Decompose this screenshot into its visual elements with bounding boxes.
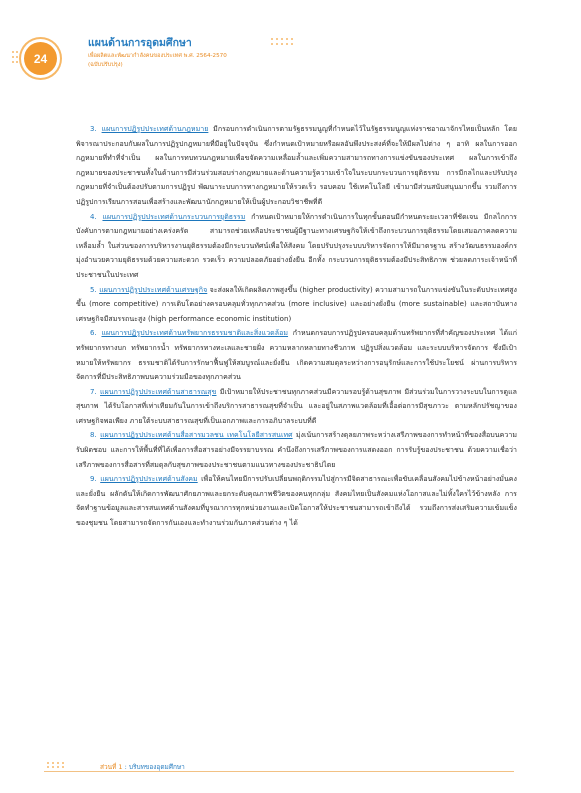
item-title: แผนการปฏิรูปประเทศด้านกฎหมาย bbox=[101, 125, 209, 133]
decorative-dots-icon bbox=[10, 48, 20, 68]
document-title: แผนด้านการอุดมศึกษา bbox=[88, 37, 192, 49]
item-number: 5. bbox=[90, 285, 97, 294]
item-number: 4. bbox=[90, 212, 97, 221]
item-body: มีเป้าหมายให้ประชาชนทุกภาคส่วนมีความรอบรู้ด้านสุขภาพ มีส่วนร่วมในการวางระบบในการดูแลสุขภาพ ได้รับโอกาสที่เท่าเทียมกันในการเข้าถึงบริการสาธารณสุขที่จำเป็น และอยู่ในสภาพแวดล้อมที่เอื้อต่อการมีสุขภาวะ ตามหลักปรัชญาของเศรษฐกิจพอเพียง ภายใต้ระบบสาธารณสุขที่เป็นเอกภาพและการอภิบาลระบบที่ดี bbox=[76, 387, 517, 425]
paragraph-economy-reform bbox=[76, 283, 517, 327]
footer-section-label bbox=[100, 762, 185, 772]
document-subtitle-note: (ฉบับปรับปรุง) bbox=[88, 62, 123, 68]
item-title: แผนการปฏิรูปประเทศด้านกระบวนการยุติธรรม bbox=[102, 212, 246, 221]
footer-section-title: : บริบทของอุดมศึกษา bbox=[122, 763, 185, 771]
paragraph-law-reform bbox=[76, 122, 517, 210]
paragraph-social-reform bbox=[76, 472, 517, 530]
decorative-dots-icon bbox=[268, 36, 308, 48]
paragraph-justice-reform bbox=[76, 210, 517, 283]
paragraph-environment-reform bbox=[76, 326, 517, 384]
page-number-badge bbox=[24, 42, 57, 75]
item-body: กำหนดเป้าหมายให้การดำเนินการในทุกขั้นตอนมีกำหนดระยะเวลาที่ชัดเจน มีกลไกการบังคับการตามกฎหมายอย่างเคร่งครัด สามารถช่วยเหลือประชาชนผู้มีฐานะทางเศรษฐกิจให้เข้าถึงกระบวนการยุติธรรมโดยเสมอภาคลดความเหลื่อมล้ำ ในส่วนของการบริหารงานยุติธรรมต้องมีกระบวนทัศน์เพื่อให้สังคม โดยปรับปรุงระบบบริหารจัดการให้มีมาตรฐาน สร้างวัฒนธรรมองค์กร มุ่งอำนวยความยุติธรรมด้วยความสะดวก รวดเร็ว ความปลอดภัยอย่างยั่งยืน อีกทั้ง กระบวนการยุติธรรมต้องมีประสิทธิภาพ ช่วยลดภาระเจ้าหน้าที่ประชาชนในประเทศ bbox=[76, 212, 517, 279]
page-number: 24 bbox=[33, 51, 48, 66]
item-body: จะส่งผลให้เกิดผลิตภาพสูงขึ้น (higher productivity) ความสามารถในการแข่งขันในระดับประเทศสูงขึ้น (more competitive) การเติบโตอย่างครอบคลุมทั่วทุกภาคส่วน (more inclusive) และอย่างยั่งยืน (more sustainable) และสถาบันทางเศรษฐกิจมีสมรรถนะสูง (high performance economic institution) bbox=[76, 285, 517, 323]
paragraph-health-reform bbox=[76, 385, 517, 429]
item-number: 6. bbox=[90, 329, 97, 338]
decorative-dots-icon bbox=[44, 760, 84, 770]
item-number: 3. bbox=[90, 125, 97, 133]
document-subtitle: เพื่อผลิตและพัฒนากำลังคนของประเทศ พ.ศ. 2564-2570 bbox=[88, 53, 227, 59]
footer-section-number: ส่วนที่ 1 bbox=[100, 763, 123, 771]
paragraph-media-reform bbox=[76, 428, 517, 472]
item-body: กำหนดกรอบการปฏิรูปครอบคลุมด้านทรัพยากรที่สำคัญของประเทศ ได้แก่ ทรัพยากรทางบก ทรัพยากรน้ำ ทรัพยากรทางทะเลและชายฝั่ง ความหลากหลายทางชีวภาพ ปฏิรูปสิ่งแวดล้อม และระบบบริหารจัดการ ซึ่งมีเป้าหมายให้ทรัพยากร ธรรมชาติได้รับการรักษาฟื้นฟูให้สมบูรณ์และยั่งยืน เกิดความสมดุลระหว่างการอนุรักษ์และการใช้ประโยชน์ ผ่านการบริหารจัดการที่มีประสิทธิภาพบนความร่วมมือของทุกภาคส่วน bbox=[76, 329, 517, 382]
item-number: 7. bbox=[90, 387, 97, 396]
item-title: แผนการปฏิรูปประเทศด้านสังคม bbox=[100, 475, 198, 484]
page-header bbox=[10, 32, 581, 82]
item-body: เพื่อให้คนไทยมีการปรับเปลี่ยนพฤติกรรมไปสู่การมีจิตสาธารณะเพื่อขับเคลื่อนสังคมไปข้างหน้าอย่างมั่นคงและยั่งยืน ผลักดันให้เกิดการพัฒนาศักยภาพและยกระดับคุณภาพชีวิตของคนทุกกลุ่ม สังคมไทยเป็นสังคมแห่งโอกาสและไม่ทิ้งใครไว้ข้างหลัง การจัดทำฐานข้อมูลและสารสนเทศด้านสังคมที่บูรณาการทุกหน่วยงานและเปิดโอกาสให้ประชาชนสามารถเข้าถึงได้ รวมถึงการส่งเสริมความเข้มแข็งของชุมชน โดยสามารถจัดการกันเองและทำงานร่วมกันภาคส่วนต่าง ๆ ได้ bbox=[76, 475, 517, 528]
item-number: 8. bbox=[90, 431, 97, 440]
item-body: มุ่งเน้นการสร้างดุลยภาพระหว่างเสรีภาพของการทำหน้าที่ของสื่อบนความรับผิดชอบ และการให้พื้นที่ที่ได้เพื่อการสื่อสารอย่างมีจรรยาบรรณ คำนึงถึงการเสรีภาพของการแสดงออก การรับรู้ของประชาชน ด้วยความเชื่อว่า เสรีภาพของการสื่อสารที่สมดุลกับสุขภาพของประชาชนตามแนวทางของประชาธิปไตย bbox=[76, 431, 517, 469]
item-title: แผนการปฏิรูปประเทศด้านสื่อสารมวลชน เทคโนโลยีสารสนเทศ bbox=[100, 431, 293, 440]
item-body: มีกรอบการดำเนินการตามรัฐธรรมนูญที่กำหนดไว้ในรัฐธรรมนูญแห่งราชอาณาจักรไทยเป็นหลัก โดยพิจารณาประกอบกับผลในการปฏิรูปกฎหมายที่มีอยู่ในปัจจุบัน ซึ่งกำหนดเป้าหมายหรือผลอันพึงประสงค์ที่จะให้มีผลไปต่าง ๆ อาทิ ผลในการออกกฎหมายที่ทำที่จำเป็น ผลในการทบทวนกฎหมายเพื่อขจัดความเหลื่อมล้ำและเพิ่มความสามารถทางการแข่งขันของประเทศ ผลในการเข้าถึงกฎหมายของประชาชนทั้งในด้านการมีส่วนร่วมสอบร่างกฎหมายและด้านความรู้ความเข้าใจในระบบกระบวนการยุติธรรม การมีกลไกและปรับปรุงกฎหมายที่จำเป็นต้องปรับตามการปฏิรูป พัฒนาระบบการทางกฎหมายให้รวดเร็ว รอบคอบ ใช้เทคโนโลยี เข้ามามีส่วนสนับสนุนมากขึ้น รวมถึงการปฏิรูปการเรียนการสอนเพื่อสร้างและพัฒนานักกฎหมายให้เป็นผู้ประกอบวิชาชีพที่ดี bbox=[76, 125, 517, 206]
page-footer bbox=[0, 748, 581, 793]
item-title: แผนการปฏิรูปประเทศด้านเศรษฐกิจ bbox=[99, 285, 208, 294]
item-title: แผนการปฏิรูปประเทศด้านทรัพยากรธรรมชาติและสิ่งแวดล้อม bbox=[101, 329, 289, 338]
item-number: 9. bbox=[90, 475, 97, 484]
main-content bbox=[76, 122, 517, 531]
item-title: แผนการปฏิรูปประเทศด้านสาธารณสุข bbox=[100, 387, 217, 396]
